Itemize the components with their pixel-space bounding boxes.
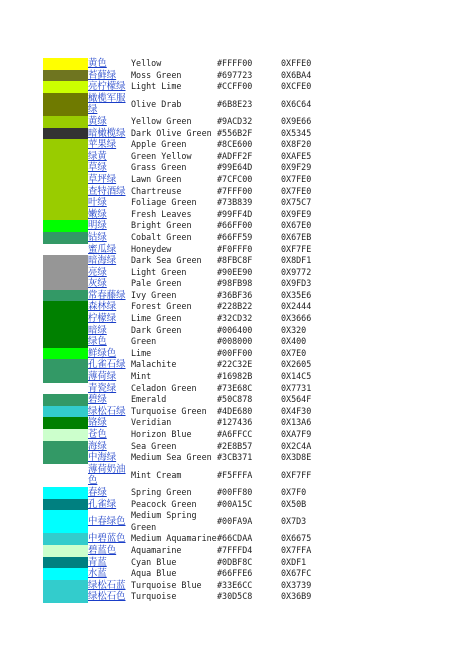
chinese-name-link[interactable]: 青蓝 [88,556,107,568]
color-swatch [43,533,88,545]
rgb565-value: 0X9E66 [281,115,312,126]
hex-value: #00FF00 [217,347,253,358]
chinese-name-link[interactable]: 暗橄榄绿 [88,127,126,139]
english-name: Peacock Green [131,498,197,509]
color-row [43,162,443,174]
hex-value: #66FFE6 [217,568,253,579]
color-swatch [43,244,88,256]
english-name: Cobalt Green [131,231,192,242]
hex-value: #00FF80 [217,486,253,497]
chinese-name-link[interactable]: 橄榄军服绿 [88,92,126,116]
chinese-name-link[interactable]: 黄绿 [88,115,107,127]
english-name: Pale Green [131,278,182,289]
hex-value: #F0FFF0 [217,243,253,254]
rgb565-value: 0X7731 [281,382,312,393]
color-row [43,557,443,569]
english-name: Medium Sea Green [131,452,212,463]
rgb565-value: 0X67E0 [281,220,312,231]
rgb565-value: 0X5345 [281,127,312,138]
color-table [43,58,443,603]
rgb565-value: 0XA7F9 [281,429,312,439]
color-swatch [43,197,88,209]
chinese-name-link[interactable]: 森林绿 [88,301,117,313]
color-swatch [43,151,88,163]
english-name: Yellow Green [131,115,192,126]
english-name: Grass Green [131,162,187,173]
hex-value: #66CDAA [217,533,253,544]
chinese-name-link[interactable]: 绿松石蓝 [88,579,126,591]
rgb565-value: 0X3D8E [281,452,312,463]
english-name: Turquoise Blue [131,579,202,590]
english-name: Fresh Leaves [131,208,192,219]
chinese-name-link[interactable]: 碧绿 [88,394,107,406]
color-swatch [43,128,88,140]
english-name: Medium Spring Green [131,510,197,532]
color-row [43,70,443,82]
color-row [43,336,443,348]
color-swatch [43,429,88,441]
english-name: Veridian [131,417,172,428]
chinese-name-link[interactable]: 草绿 [88,162,107,174]
english-name: Green Yellow [131,150,192,161]
rgb565-value: 0XDF1 [281,556,307,567]
rgb565-value: 0X7FE0 [281,185,312,196]
color-swatch [43,441,88,453]
color-row [43,429,443,441]
color-swatch [43,58,88,70]
english-name: Chartreuse [131,185,182,196]
color-swatch [43,348,88,360]
color-swatch [43,510,88,533]
hex-value: #66FF00 [217,220,253,231]
color-row [43,58,443,70]
color-row [43,116,443,128]
english-name: Emerald [131,394,167,405]
color-row [43,417,443,429]
hex-value: #36BF36 [217,289,253,300]
chinese-name-link[interactable]: 中春绿色 [88,515,126,527]
english-name: Olive Drab [131,98,182,109]
chinese-name-link[interactable]: 黄色 [88,58,107,69]
rgb565-value: 0XCFE0 [281,81,312,92]
color-row [43,580,443,592]
color-swatch [43,267,88,279]
chinese-name-link[interactable]: 绿黄 [88,150,107,162]
english-name: Bright Green [131,220,192,231]
rgb565-value: 0X9F29 [281,162,312,173]
color-row [43,452,443,464]
english-name: Turquoise [131,591,177,602]
color-swatch [43,162,88,174]
english-name: Foliage Green [131,197,197,208]
chinese-name-link[interactable]: 亮柠檬绿 [88,81,126,93]
chinese-name-link[interactable]: 绿色 [88,336,107,348]
chinese-name-link[interactable]: 草坪绿 [88,173,117,185]
english-name: Aqua Blue [131,568,177,579]
color-row [43,487,443,499]
color-row [43,325,443,337]
english-name: Light Green [131,266,187,277]
hex-value: #16982B [217,371,253,382]
rgb565-value: 0X67EB [281,231,312,242]
rgb565-value: 0XAFE5 [281,150,312,161]
english-name: Apple Green [131,139,187,150]
color-row [43,81,443,93]
color-swatch [43,290,88,302]
color-swatch [43,336,88,348]
color-row [43,591,443,603]
chinese-name-link[interactable]: 蜜瓜绿 [88,243,117,255]
color-row [43,209,443,221]
rgb565-value: 0X320 [281,324,307,335]
hex-value: #006400 [217,324,253,335]
rgb565-value: 0X36B9 [281,591,312,602]
hex-value: #73B839 [217,197,253,208]
english-name: Lime Green [131,313,182,324]
color-row [43,499,443,511]
color-swatch [43,394,88,406]
chinese-name-link[interactable]: 青瓷绿 [88,382,117,394]
rgb565-value: 0X7F0 [281,486,307,497]
english-name: Lime [131,347,152,358]
color-row [43,174,443,186]
english-name: Aquamarine [131,544,182,555]
rgb565-value: 0X7D3 [281,515,307,526]
hex-value: #30D5C8 [217,591,253,602]
english-name: Sea Green [131,440,177,451]
hex-value: #98FB98 [217,278,253,289]
hex-value: #127436 [217,417,253,428]
color-swatch [43,232,88,244]
rgb565-value: 0X3666 [281,313,312,324]
chinese-name-link[interactable]: 常春藤绿 [88,289,126,301]
color-row [43,220,443,232]
color-row [43,232,443,244]
hex-value: #6B8E23 [217,98,253,109]
rgb565-value: 0X50B [281,498,307,509]
hex-value: #A6FFCC [217,429,253,439]
hex-value: #F5FFFA [217,469,253,480]
color-row [43,383,443,395]
color-row [43,301,443,313]
color-row [43,267,443,279]
english-name: Mint [131,371,152,382]
hex-value: #50C878 [217,394,253,405]
hex-value: #008000 [217,336,253,347]
hex-value: #FFFF00 [217,58,253,68]
hex-value: #4DE680 [217,405,253,416]
color-swatch [43,255,88,267]
color-row [43,568,443,580]
rgb565-value: 0X400 [281,336,307,347]
hex-value: #90EE90 [217,266,253,277]
rgb565-value: 0XFFE0 [281,58,312,68]
english-name: Dark Sea Green [131,255,202,266]
chinese-name-link[interactable]: 苍色 [88,429,107,440]
rgb565-value: 0X9FD3 [281,278,312,289]
rgb565-value: 0X4F30 [281,405,312,416]
hex-value: #00A15C [217,498,253,509]
color-swatch [43,93,88,116]
color-row [43,510,443,533]
color-swatch [43,359,88,371]
color-row [43,406,443,418]
hex-value: #73E68C [217,382,253,393]
hex-value: #7FFFD4 [217,544,253,555]
rgb565-value: 0X7FFA [281,544,312,555]
hex-value: #99FF4D [217,208,253,219]
color-swatch [43,313,88,325]
hex-value: #7CFC00 [217,173,253,184]
hex-value: #CCFF00 [217,81,253,92]
english-name: Green [131,336,157,347]
rgb565-value: 0X6675 [281,533,312,544]
rgb565-value: 0X7E0 [281,347,307,358]
hex-value: #8FBC8F [217,255,253,266]
hex-value: #66FF59 [217,231,253,242]
rgb565-value: 0X75C7 [281,197,312,208]
color-swatch [43,325,88,337]
rgb565-value: 0X2605 [281,359,312,370]
hex-value: #99E64D [217,162,253,173]
english-name: Mint Cream [131,469,182,480]
color-row [43,151,443,163]
hex-value: #32CD32 [217,313,253,324]
color-row [43,93,443,116]
rgb565-value: 0X8DF1 [281,255,312,266]
rgb565-value: 0X7FE0 [281,173,312,184]
color-row [43,186,443,198]
hex-value: #9ACD32 [217,115,253,126]
chinese-name-link[interactable]: 中海绿 [88,452,117,464]
chinese-name-link[interactable]: 苹果绿 [88,139,117,151]
chinese-name-link[interactable]: 亮绿 [88,266,107,278]
chinese-name-link[interactable]: 海绿 [88,440,107,452]
color-swatch [43,383,88,395]
english-name: Light Lime [131,81,182,92]
color-swatch [43,81,88,93]
english-name: Dark Green [131,324,182,335]
chinese-name-link[interactable]: 暗海绿 [88,255,117,267]
color-swatch [43,406,88,418]
color-row [43,290,443,302]
color-row [43,255,443,267]
chinese-name-link[interactable]: 暗绿 [88,324,107,336]
chinese-name-link[interactable]: 叶绿 [88,197,107,209]
hex-value: #2E8B57 [217,440,253,451]
rgb565-value: 0X3739 [281,579,312,590]
hex-value: #0DBF8C [217,556,253,567]
rgb565-value: 0XF7FE [281,243,312,254]
hex-value: #8CE600 [217,139,253,150]
color-row [43,197,443,209]
hex-value: #228B22 [217,301,253,312]
chinese-name-link[interactable]: 孔雀石绿 [88,359,126,371]
chinese-name-link[interactable]: 灰绿 [88,278,107,290]
color-row [43,244,443,256]
hex-value: #00FA9A [217,515,253,526]
chinese-name-link[interactable]: 绿松石色 [88,591,126,603]
rgb565-value: 0X9FE9 [281,208,312,219]
rgb565-value: 0X2C4A [281,440,312,451]
english-name: Turquoise Green [131,405,207,416]
hex-value: #22C32E [217,359,253,370]
color-row [43,441,443,453]
rgb565-value: 0X14C5 [281,371,312,382]
color-swatch [43,499,88,511]
color-row [43,359,443,371]
hex-value: #556B2F [217,127,253,138]
chinese-name-link[interactable]: 铬绿 [88,417,107,429]
english-name: Cyan Blue [131,556,177,567]
english-name: Medium Aquamarine [131,533,217,544]
color-swatch [43,568,88,580]
chinese-name-link[interactable]: 水蓝 [88,568,107,580]
chinese-name-link[interactable]: 苔藓绿 [88,69,117,81]
color-row [43,348,443,360]
chinese-name-link[interactable]: 薄荷绿 [88,371,117,383]
chinese-name-link[interactable]: 嫩绿 [88,208,107,220]
color-swatch [43,209,88,221]
hex-value: #3CB371 [217,452,253,463]
hex-value: #ADFF2F [217,150,253,161]
english-name: Honeydew [131,243,172,254]
color-swatch [43,70,88,82]
chinese-name-link[interactable]: 查特酒绿 [88,185,126,197]
color-swatch [43,464,88,487]
color-swatch [43,116,88,128]
english-name: Celadon Green [131,382,197,393]
hex-value: #697723 [217,69,253,80]
color-swatch [43,417,88,429]
color-row [43,128,443,140]
color-swatch [43,139,88,151]
color-row [43,278,443,290]
color-swatch [43,580,88,592]
hex-value: #33E6CC [217,579,253,590]
color-swatch [43,278,88,290]
color-row [43,139,443,151]
color-swatch [43,487,88,499]
chinese-name-link[interactable]: 绿松石绿 [88,405,126,417]
color-swatch [43,174,88,186]
color-swatch [43,591,88,603]
rgb565-value: 0X6C64 [281,98,312,109]
color-swatch [43,301,88,313]
color-swatch [43,371,88,383]
color-row [43,313,443,325]
chinese-name-link[interactable]: 薄荷奶油色 [88,463,126,487]
rgb565-value: 0X564F [281,394,312,405]
rgb565-value: 0X67FC [281,568,312,579]
english-name: Spring Green [131,486,192,497]
hex-value: #7FFF00 [217,185,253,196]
rgb565-value: 0X8F20 [281,139,312,150]
color-row [43,545,443,557]
english-name: Dark Olive Green [131,127,212,138]
color-row [43,371,443,383]
chinese-name-link[interactable]: 碧蓝色 [88,544,117,556]
english-name: Lawn Green [131,173,182,184]
color-swatch [43,220,88,232]
chinese-name-link[interactable]: 鲜绿色 [88,347,117,359]
chinese-name-link[interactable]: 柠檬绿 [88,313,117,325]
color-row [43,394,443,406]
english-name: Forest Green [131,301,192,312]
english-name: Ivy Green [131,289,177,300]
chinese-name-link[interactable]: 春绿 [88,486,107,498]
color-swatch [43,545,88,557]
rgb565-value: 0XF7FF [281,469,312,480]
color-swatch [43,557,88,569]
rgb565-value: 0X13A6 [281,417,312,428]
color-row [43,533,443,545]
chinese-name-link[interactable]: 明绿 [88,220,107,232]
color-swatch [43,186,88,198]
chinese-name-link[interactable]: 中碧蓝色 [88,533,126,545]
english-name: Malachite [131,359,177,370]
rgb565-value: 0X6BA4 [281,69,312,80]
color-row [43,464,443,487]
chinese-name-link[interactable]: 钴绿 [88,231,107,243]
rgb565-value: 0X2444 [281,301,312,312]
chinese-name-link[interactable]: 孔雀绿 [88,498,117,510]
rgb565-value: 0X9772 [281,266,312,277]
color-swatch [43,452,88,464]
english-name: Horizon Blue [131,429,192,439]
rgb565-value: 0X35E6 [281,289,312,300]
english-name: Yellow [131,58,162,68]
english-name: Moss Green [131,69,182,80]
